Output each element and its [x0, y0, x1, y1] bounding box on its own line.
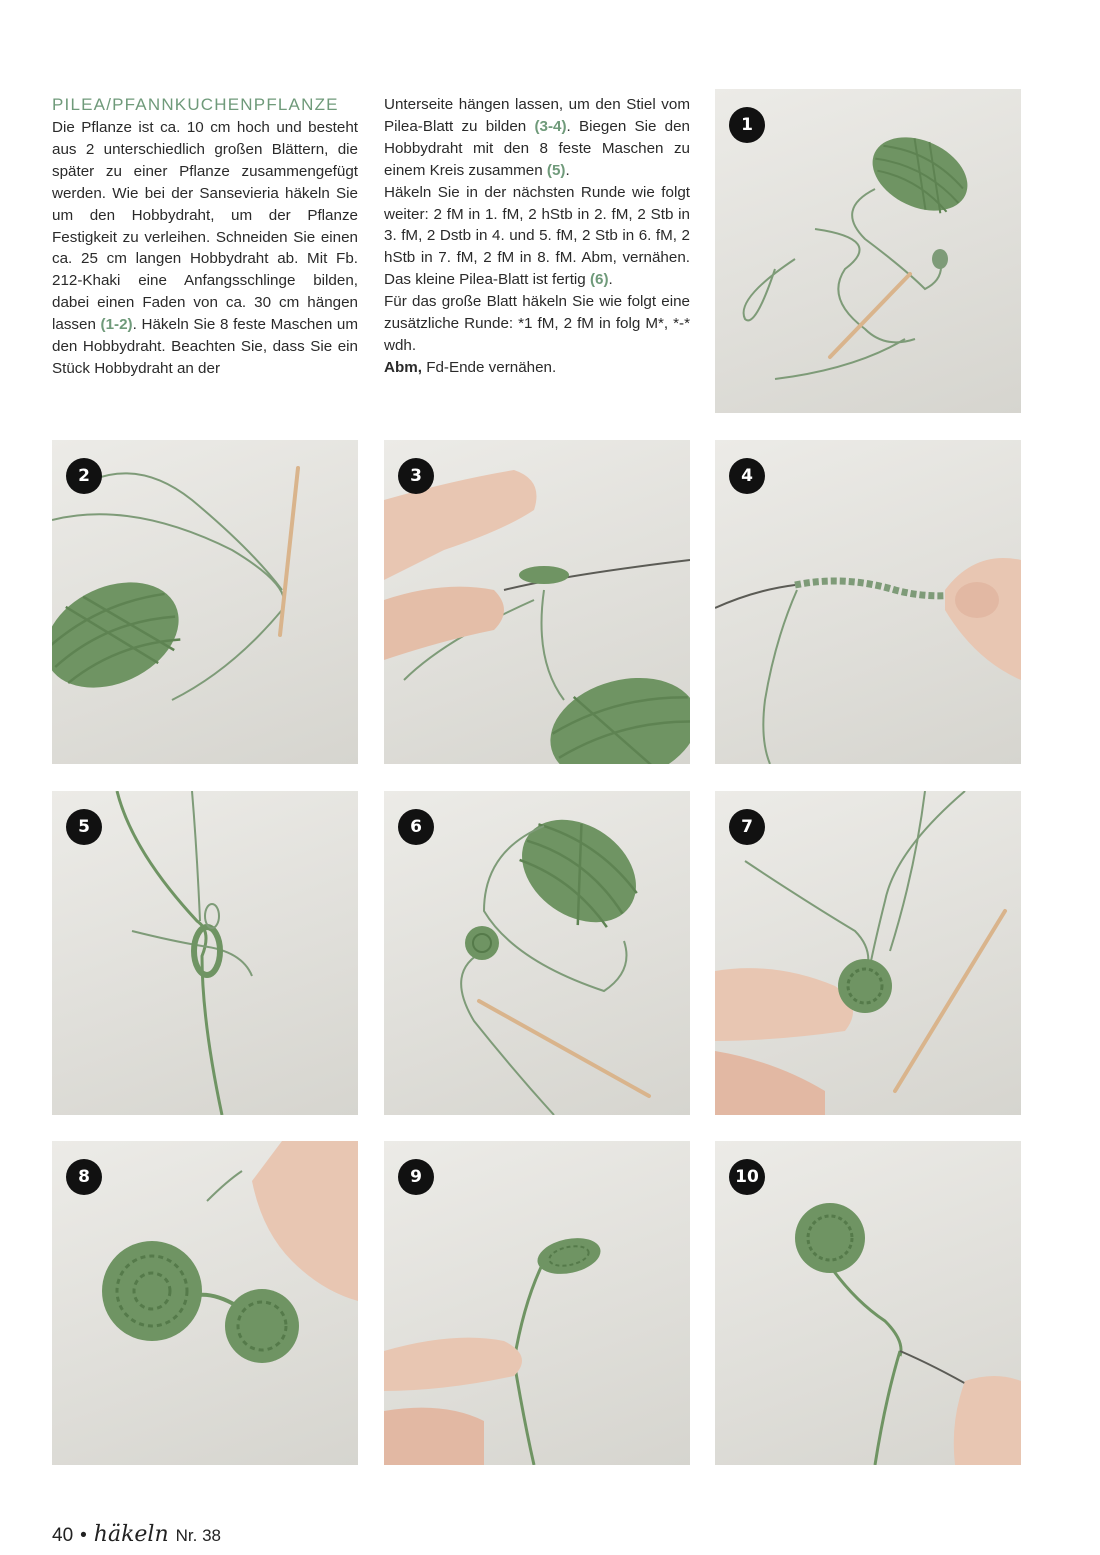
step-photo-7: [715, 791, 1021, 1115]
text-run: . Biegen Sie den Hobbydraht mit den 8 feste Maschen zu einem Kreis zusammen: [384, 117, 690, 179]
footer-bullet: •: [80, 1525, 87, 1546]
step-reference: (1-2): [100, 316, 133, 334]
step-badge-10: 10: [729, 1159, 765, 1195]
magazine-name: häkeln: [93, 1522, 169, 1547]
step-photo-10: [715, 1141, 1021, 1465]
step-badge-5: 5: [66, 809, 102, 845]
text-run: Unterseite hängen lassen, um den Stiel vom Pilea-Blatt zu bilden: [384, 96, 690, 135]
photo-illustration: [384, 1141, 690, 1465]
text-run: Die Pflanze ist ca. 10 cm hoch und besteht aus 2 unterschiedlich großen Blättern, die später zu einer Pflanze zusammengefügt werden. Wie bei der Sansevieria häkeln Sie um den Hobbydraht, um der Pflanze Festigkeit zu verleihen. Schneiden Sie einen ca. 25 cm langen Hobbydraht ab. Mit Fb. 212-Khaki eine Anfangsschlinge bilden, dabei einen Faden von ca. 30 cm hängen lassen: [52, 119, 358, 334]
step-photo-8: [52, 1141, 358, 1465]
paragraph: [384, 94, 690, 182]
page-number: 40: [52, 1525, 74, 1546]
text-run: Fd-Ende vernähen.: [421, 358, 557, 376]
photo-illustration: [715, 89, 1021, 413]
photo-illustration: [715, 440, 1021, 764]
photo-illustration: [52, 440, 358, 764]
step-photo-1: [715, 89, 1021, 413]
step-photo-5: [52, 791, 358, 1115]
step-badge-8: 8: [66, 1159, 102, 1195]
issue-number: Nr. 38: [175, 1526, 221, 1545]
page-footer: [52, 1522, 221, 1547]
paragraph: [384, 182, 690, 292]
step-photo-9: [384, 1141, 690, 1465]
step-badge-7: 7: [729, 809, 765, 845]
photo-illustration: [384, 791, 690, 1115]
step-photo-3: [384, 440, 690, 764]
photo-illustration: [52, 791, 358, 1115]
step-badge-9: 9: [398, 1159, 434, 1195]
photo-illustration: [384, 440, 690, 764]
step-badge-4: 4: [729, 458, 765, 494]
text-run: Häkeln Sie in der nächsten Runde wie folgt weiter: 2 fM in 1. fM, 2 hStb in 2. fM, 2 Stb in 3. fM, 2 Dstb in 4. und 5. fM, 2 Stb in 6. fM, 2 hStb in 7. fM, 2 fM in 8. fM. Abm, vernähen. Das kleine Pilea-Blatt ist fertig: [384, 183, 690, 289]
paragraph: [384, 357, 690, 379]
text-run-bold: Abm,: [384, 358, 422, 376]
text-run: .: [565, 161, 570, 179]
text-run: .: [608, 271, 613, 289]
step-reference: (3-4): [534, 117, 567, 135]
step-photo-4: [715, 440, 1021, 764]
step-reference: (5): [546, 161, 566, 179]
photo-illustration: [715, 1141, 1021, 1465]
step-badge-2: 2: [66, 458, 102, 494]
photo-illustration: [52, 1141, 358, 1465]
text-run: . Häkeln Sie 8 feste Maschen um den Hobbydraht. Beachten Sie, dass Sie ein Stück Hobbydraht an der: [52, 316, 359, 377]
step-badge-1: 1: [729, 107, 765, 143]
step-reference: (6): [589, 271, 609, 289]
paragraph: Für das große Blatt häkeln Sie wie folgt eine zusätzliche Runde: *1 fM, 2 fM in folg M*, *-* wdh.: [384, 293, 690, 354]
step-badge-6: 6: [398, 809, 434, 845]
article-heading: PILEA/PFANNKUCHENPFLANZE: [52, 95, 339, 114]
photo-illustration: [715, 791, 1021, 1115]
step-photo-6: [384, 791, 690, 1115]
text-column-1: [52, 94, 358, 380]
text-column-2: [384, 94, 690, 379]
step-badge-3: 3: [398, 458, 434, 494]
step-photo-2: [52, 440, 358, 764]
intro-paragraph: [52, 117, 358, 380]
